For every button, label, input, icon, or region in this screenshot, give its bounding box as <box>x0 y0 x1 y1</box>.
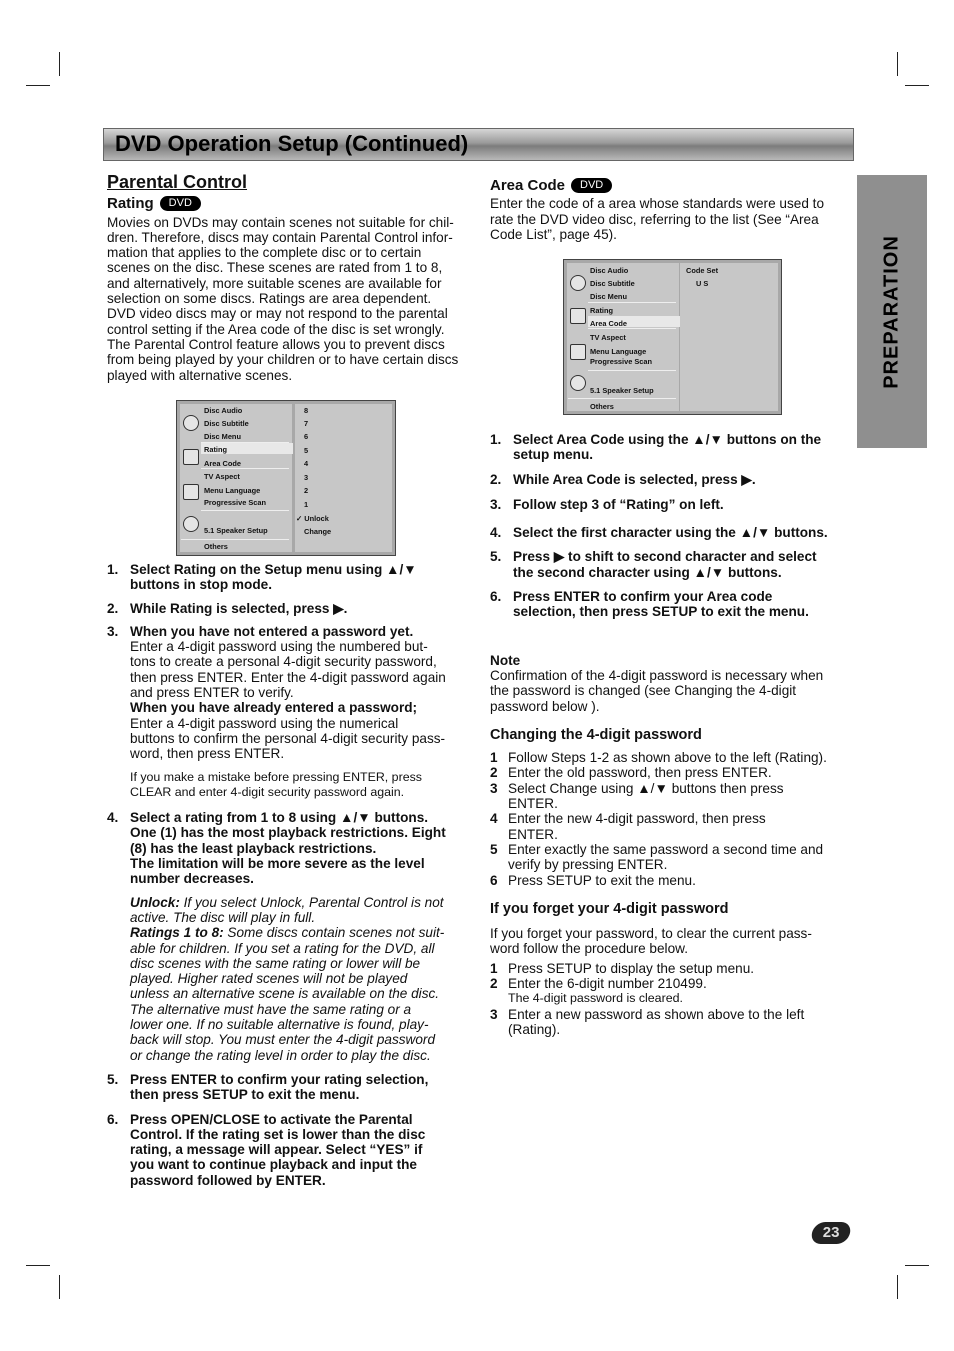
step-text: Follow Steps 1-2 as shown above to the left (Rating). <box>508 750 827 766</box>
disc-audio-icon <box>183 415 199 431</box>
intro-line: rate the DVD video disc, referring to the list (See “Area <box>490 211 819 227</box>
menu-item: Rating <box>590 306 613 315</box>
step-text: password followed by ENTER. <box>130 1172 326 1188</box>
intro-line: from being played by your children or to have certain discs <box>107 352 459 368</box>
rating-menu-screenshot <box>176 400 396 556</box>
step-text: unless an alternative scene is available on the disc. <box>130 986 440 1002</box>
menu-value: 5 <box>304 446 309 455</box>
forget-step <box>490 961 854 976</box>
area-code-heading-text: Area Code <box>490 177 566 194</box>
intro-line: mation that applies to the complete disc or to certain <box>107 245 422 261</box>
menu-item: Disc Subtitle <box>590 279 635 288</box>
step-text: One (1) has the most playback restrictions. Eight <box>130 825 446 841</box>
step-text: While Area Code is selected, press ▶. <box>513 471 756 487</box>
step-text: buttons in stop mode. <box>130 577 272 593</box>
step-note: CLEAR and enter 4-digit security password again. <box>130 784 405 799</box>
step-text: While Rating is selected, press ▶. <box>130 600 348 616</box>
note-line: Confirmation of the 4-digit password is necessary when <box>490 667 824 683</box>
step-text: Select Area Code using the ▲/▼ buttons on the <box>513 432 822 447</box>
menu-value: 8 <box>304 406 309 415</box>
menu-value: 7 <box>304 419 309 428</box>
page-title: DVD Operation Setup (Continued) <box>115 131 469 156</box>
step-number: 3 <box>490 780 498 796</box>
step-number: 4. <box>107 810 119 826</box>
intro-line: word follow the procedure below. <box>490 941 688 957</box>
menu-item: Disc Audio <box>590 266 629 275</box>
step-text: The limitation will be more severe as the level <box>130 856 425 872</box>
change-step <box>490 781 854 812</box>
step-number: 1. <box>490 432 502 447</box>
step-number: 6. <box>490 589 502 605</box>
step-number: 2. <box>490 471 502 487</box>
unlock-label: Unlock: <box>130 894 180 910</box>
step-text: Select Rating on the Setup menu using ▲/▼ <box>130 562 417 577</box>
step-text: When you have not entered a password yet. <box>130 623 414 639</box>
intro-line: DVD video discs may or may not respond to the parental <box>107 306 448 322</box>
step-text: If you select Unlock, Parental Control is not <box>179 894 444 910</box>
rating-intro <box>107 215 467 383</box>
section-title: Parental Control <box>107 172 248 192</box>
step-text: you want to continue playback and input the <box>130 1157 417 1173</box>
step-1 <box>107 562 469 593</box>
step-number: 2 <box>490 765 498 781</box>
rating-heading <box>107 196 467 211</box>
step-text: Enter a 4-digit password using the numerical <box>130 715 399 731</box>
intro-line: If you forget your password, to clear the current pass- <box>490 926 812 942</box>
step-text: ENTER. <box>508 796 558 812</box>
crop-mark <box>59 52 60 76</box>
step-number: 5. <box>490 549 502 565</box>
rating-heading-text: Rating <box>107 195 154 213</box>
step-number: 3. <box>107 623 119 639</box>
page-number-badge <box>810 1222 853 1244</box>
step-5 <box>107 1072 469 1103</box>
step-text: Press SETUP to exit the menu. <box>508 872 696 888</box>
step-text: The alternative must have the same rating or a <box>130 1001 412 1017</box>
step-number: 6. <box>107 1111 119 1127</box>
menu-item: TV Aspect <box>590 333 626 342</box>
area-step <box>490 525 854 540</box>
menu-value: 3 <box>304 473 309 482</box>
step-number: 3 <box>490 1006 498 1022</box>
intro-line: control setting if the Area code of the disc is set wrongly. <box>107 321 445 337</box>
menu-item: Disc Subtitle <box>204 419 249 428</box>
step-number: 6 <box>490 872 498 888</box>
crop-mark <box>26 85 50 86</box>
speaker-icon <box>183 516 199 532</box>
area-code-intro <box>490 196 854 242</box>
area-step <box>490 589 854 620</box>
step-text: (Rating). <box>508 1021 561 1037</box>
lock-icon <box>570 308 586 324</box>
disc-audio-icon <box>570 275 586 291</box>
intro-line: played with alternative scenes. <box>107 367 293 383</box>
step-text: Enter a 4-digit password using the numbered but- <box>130 639 428 655</box>
menu-value: Change <box>304 527 332 536</box>
change-step <box>490 750 854 765</box>
area-step <box>490 549 854 580</box>
step-note: The 4-digit password is cleared. <box>508 991 683 1006</box>
forget-password-steps <box>490 961 854 1037</box>
intro-line: Movies on DVDs may contain scenes not suitable for chil- <box>107 214 454 230</box>
step-text: rating, a message will appear. Select “YES” if <box>130 1142 423 1158</box>
crop-mark <box>26 1265 50 1266</box>
right-column <box>490 178 854 242</box>
menu-item-selected: Area Code <box>590 319 627 328</box>
note-line: password below ). <box>490 698 600 714</box>
forget-step <box>490 976 854 1007</box>
menu-value: 6 <box>304 432 309 441</box>
change-password-steps <box>490 750 854 888</box>
menu-item: Disc Menu <box>204 432 241 441</box>
step-note: If you make a mistake before pressing ENTER, press <box>130 769 422 784</box>
book-icon <box>183 484 199 500</box>
area-step <box>490 497 854 512</box>
step-4 <box>107 810 469 1063</box>
note-line: the password is changed (see Changing the 4-digit <box>490 683 797 699</box>
step-text: selection, then press SETUP to exit the menu. <box>513 604 809 620</box>
step-text: or change the rating level in order to play the disc. <box>130 1047 431 1063</box>
area-step <box>490 432 854 463</box>
step-text: then press ENTER. Enter the 4-digit password again <box>130 669 446 685</box>
area-code-heading <box>490 178 854 193</box>
step-text: active. The disc will play in full. <box>130 909 316 925</box>
step-text: verify by pressing ENTER. <box>508 857 668 873</box>
step-text: setup menu. <box>513 447 594 463</box>
book-icon <box>570 344 586 360</box>
crop-mark <box>59 1275 60 1299</box>
step-text: Select a rating from 1 to 8 using ▲/▼ buttons. <box>130 810 429 826</box>
area-code-menu-screenshot <box>563 259 782 415</box>
left-column <box>107 172 467 383</box>
menu-value: ✓ Unlock <box>296 514 329 523</box>
step-text: able for children. If you set a rating for the DVD, all <box>130 940 435 956</box>
intro-line: selection on some discs. Ratings are area dependent. <box>107 291 432 307</box>
speaker-icon <box>570 375 586 391</box>
change-step <box>490 811 854 842</box>
change-password-heading: Changing the 4-digit password <box>490 726 702 743</box>
step-text: Enter a new password as shown above to the left <box>508 1006 805 1022</box>
step-number: 2 <box>490 976 498 992</box>
crop-mark <box>897 52 898 76</box>
step-text: lower one. If no suitable alternative is found, play- <box>130 1017 429 1033</box>
menu-item: Progressive Scan <box>590 357 653 366</box>
step-3 <box>107 624 469 800</box>
step-text: Select Change using ▲/▼ buttons then press <box>508 780 784 796</box>
step-text: Press ENTER to confirm your rating selection, <box>130 1071 429 1087</box>
step-text: Enter exactly the same password a second time and <box>508 841 824 857</box>
area-step <box>490 472 854 487</box>
step-text: Enter the 6-digit number 210499. <box>508 976 707 992</box>
menu-item: Area Code <box>204 459 241 468</box>
menu-item-selected: Rating <box>204 445 227 454</box>
unlock-explanation <box>130 895 469 1063</box>
step-number: 3. <box>490 496 502 512</box>
menu-item: Others <box>590 402 614 411</box>
step-text: Enter the old password, then press ENTER. <box>508 765 772 781</box>
step-number: 1 <box>490 960 498 976</box>
intro-line: Code List”, page 45). <box>490 226 617 242</box>
menu-item: Menu Language <box>590 347 647 356</box>
step-number: 4. <box>490 525 502 541</box>
step-text: Enter the new 4-digit password, then press <box>508 811 766 827</box>
step-text: buttons to confirm the personal 4-digit security pass- <box>130 730 446 746</box>
crop-mark <box>905 85 929 86</box>
step-text: When you have already entered a password; <box>130 700 418 716</box>
step-text: Press OPEN/CLOSE to activate the Parental <box>130 1111 413 1127</box>
step-number: 2. <box>107 600 119 616</box>
menu-item: 5.1 Speaker Setup <box>590 386 654 395</box>
area-code-steps <box>490 432 854 1037</box>
step-number: 5 <box>490 841 498 857</box>
menu-value: 1 <box>304 500 309 509</box>
menu-value: 4 <box>304 459 309 468</box>
change-step <box>490 873 854 888</box>
change-step <box>490 765 854 780</box>
menu-item: Disc Menu <box>590 292 627 301</box>
lock-icon <box>183 449 199 465</box>
ratings-label: Ratings 1 to 8: <box>130 925 224 941</box>
intro-line: The Parental Control feature allows you to prevent discs <box>107 336 445 352</box>
crop-mark <box>905 1265 929 1266</box>
intro-line: and alternatively, more suitable scenes are available for <box>107 275 442 291</box>
step-text: played. Higher rated scenes will not be played <box>130 971 408 987</box>
menu-item: TV Aspect <box>204 472 240 481</box>
step-text: Some discs contain scenes not suit- <box>223 925 445 941</box>
forget-step <box>490 1007 854 1038</box>
step-2 <box>107 601 469 616</box>
menu-item: Others <box>204 542 228 551</box>
forget-password-heading: If you forget your 4-digit password <box>490 900 729 917</box>
step-number: 4 <box>490 811 498 827</box>
step-text: ENTER. <box>508 826 558 842</box>
intro-line: dren. Therefore, discs may contain Parental Control infor- <box>107 229 453 245</box>
step-number: 1. <box>107 562 119 577</box>
page-number: 23 <box>822 1224 840 1241</box>
step-text: Follow step 3 of “Rating” on left. <box>513 496 724 512</box>
menu-value: 2 <box>304 486 309 495</box>
step-text: back will stop. You must enter the 4-digit password <box>130 1032 436 1048</box>
step-text: Press ▶ to shift to second character and select <box>513 549 817 565</box>
note-block <box>490 653 854 714</box>
step-text: Press ENTER to confirm your Area code <box>513 589 773 605</box>
forget-password-intro <box>490 926 854 957</box>
menu-value: U S <box>696 279 709 288</box>
section-side-tab <box>857 175 927 448</box>
change-step <box>490 842 854 873</box>
step-text: disc scenes with the same rating or lower will be <box>130 955 421 971</box>
menu-item: 5.1 Speaker Setup <box>204 526 268 535</box>
page-title-bar <box>103 128 854 161</box>
step-text: Select the first character using the ▲/▼ buttons. <box>513 525 828 541</box>
step-text: Press SETUP to display the setup menu. <box>508 960 755 976</box>
step-text: tons to create a personal 4-digit security password, <box>130 654 437 670</box>
side-tab-label: PREPARATION <box>880 234 903 389</box>
step-number: 1 <box>490 750 498 766</box>
step-text: then press SETUP to exit the menu. <box>130 1087 360 1103</box>
step-text: (8) has the least playback restrictions. <box>130 840 377 856</box>
menu-item: Disc Audio <box>204 406 243 415</box>
intro-line: Enter the code of a area whose standards were used to <box>490 196 825 212</box>
crop-mark <box>897 1275 898 1299</box>
intro-line: scenes on the disc. These scenes are rated from 1 to 8, <box>107 260 443 276</box>
dvd-badge: DVD <box>160 196 201 211</box>
step-text: Control. If the rating set is lower than the disc <box>130 1126 426 1142</box>
step-text: word, then press ENTER. <box>130 746 285 762</box>
step-6 <box>107 1112 469 1188</box>
step-text: number decreases. <box>130 871 254 887</box>
step-text: and press ENTER to verify. <box>130 685 294 701</box>
dvd-badge: DVD <box>571 178 612 193</box>
step-text: the second character using ▲/▼ buttons. <box>513 564 782 580</box>
menu-item: Menu Language <box>204 486 261 495</box>
note-heading: Note <box>490 652 521 668</box>
menu-value-title: Code Set <box>686 266 719 275</box>
rating-steps <box>107 562 469 1188</box>
menu-item: Progressive Scan <box>204 498 267 507</box>
step-number: 5. <box>107 1071 119 1087</box>
